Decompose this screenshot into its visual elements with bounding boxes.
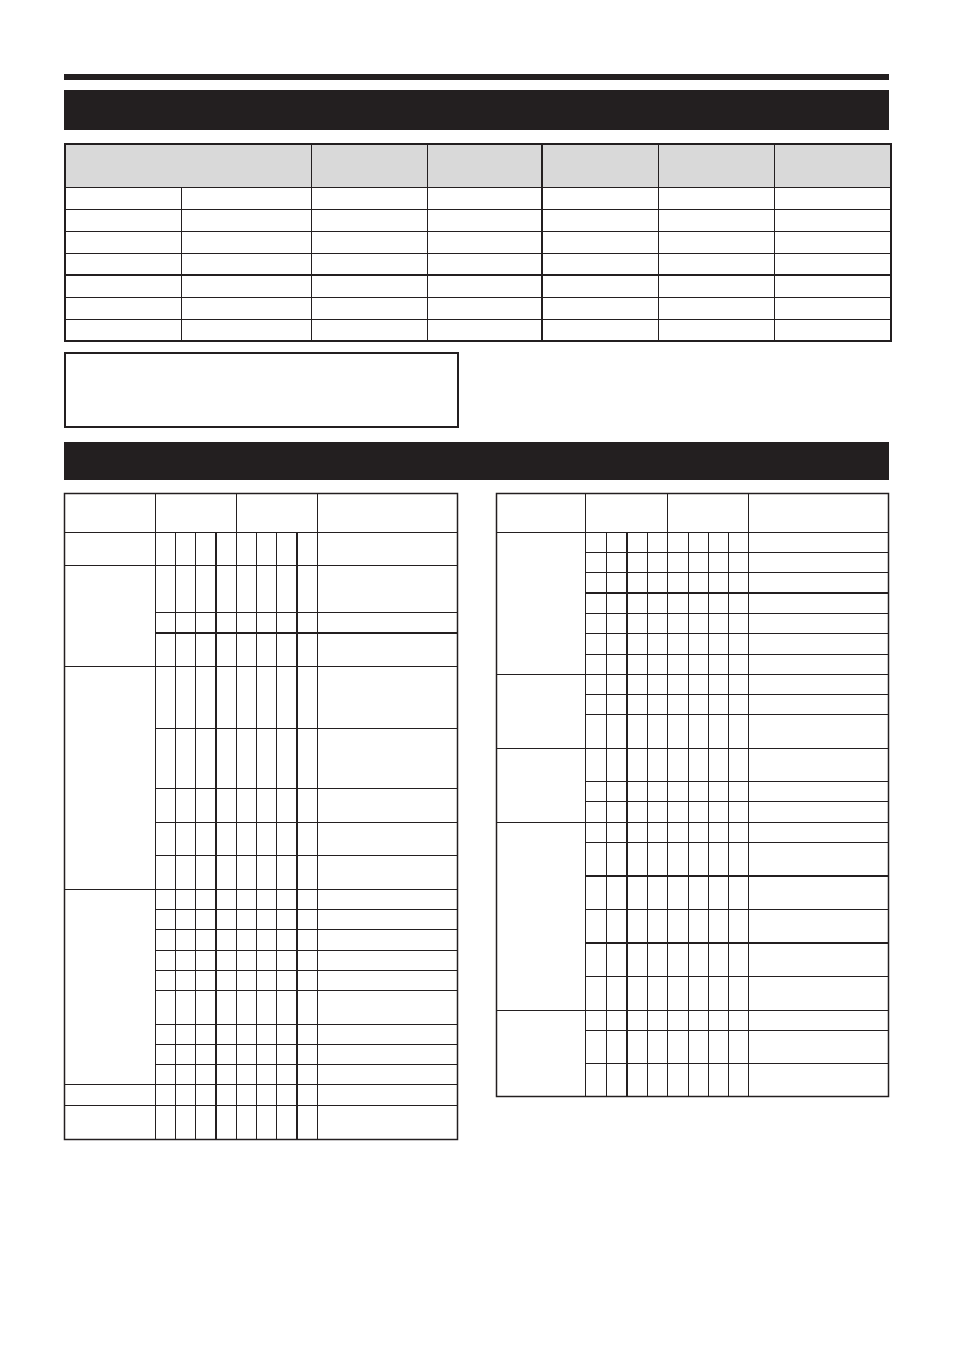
table-cell: [427, 231, 542, 253]
table-cell: [542, 319, 658, 341]
table-cell: [774, 253, 891, 275]
table-cell: [65, 209, 181, 231]
table-cell: [65, 187, 181, 209]
table-cell: [774, 231, 891, 253]
right-grid-table: [495, 492, 891, 1100]
table-cell: [65, 319, 181, 341]
section-1-header-bar: [64, 90, 889, 130]
table-cell: [311, 209, 427, 231]
table-cell: [658, 275, 774, 297]
table-cell: [427, 187, 542, 209]
table-cell: [774, 319, 891, 341]
table-cell: [774, 187, 891, 209]
top-rule: [64, 74, 889, 80]
table-cell: [658, 231, 774, 253]
table-cell: [181, 319, 311, 341]
spec-header-cell: [542, 144, 658, 187]
table-cell: [65, 253, 181, 275]
table-row: [65, 319, 891, 341]
table-cell: [311, 231, 427, 253]
table-row: [65, 231, 891, 253]
table-cell: [181, 297, 311, 319]
spec-header-cell: [311, 144, 427, 187]
note-box: [64, 352, 459, 428]
section-2-header-bar: [64, 442, 889, 480]
spec-header-cell: [65, 144, 311, 187]
spec-header-cell: [427, 144, 542, 187]
table-cell: [181, 275, 311, 297]
spec-header-cell: [658, 144, 774, 187]
spec-header-cell: [774, 144, 891, 187]
table-row: [65, 253, 891, 275]
table-cell: [311, 253, 427, 275]
table-cell: [427, 253, 542, 275]
table-row: [65, 187, 891, 209]
table-cell: [774, 209, 891, 231]
spec-table: [64, 143, 892, 342]
table-cell: [542, 231, 658, 253]
table-cell: [542, 209, 658, 231]
table-cell: [311, 187, 427, 209]
right-table-header: [496, 494, 889, 532]
table-cell: [181, 253, 311, 275]
table-cell: [658, 319, 774, 341]
table-cell: [311, 297, 427, 319]
table-cell: [427, 209, 542, 231]
left-grid-table: [63, 492, 459, 1142]
table-cell: [311, 319, 427, 341]
table-row: [65, 275, 891, 297]
table-cell: [181, 231, 311, 253]
table-cell: [181, 209, 311, 231]
table-cell: [658, 209, 774, 231]
table-cell: [542, 297, 658, 319]
table-cell: [774, 297, 891, 319]
table-cell: [65, 231, 181, 253]
spec-table-header-row: [65, 144, 891, 187]
table-cell: [658, 297, 774, 319]
table-cell: [427, 275, 542, 297]
table-cell: [658, 187, 774, 209]
table-cell: [65, 297, 181, 319]
table-cell: [181, 187, 311, 209]
table-cell: [542, 187, 658, 209]
table-cell: [774, 275, 891, 297]
left-table-header: [64, 494, 458, 532]
table-cell: [542, 275, 658, 297]
table-cell: [65, 275, 181, 297]
table-cell: [427, 297, 542, 319]
table-cell: [427, 319, 542, 341]
table-cell: [542, 253, 658, 275]
table-cell: [311, 275, 427, 297]
table-cell: [658, 253, 774, 275]
table-row: [65, 209, 891, 231]
table-row: [65, 297, 891, 319]
